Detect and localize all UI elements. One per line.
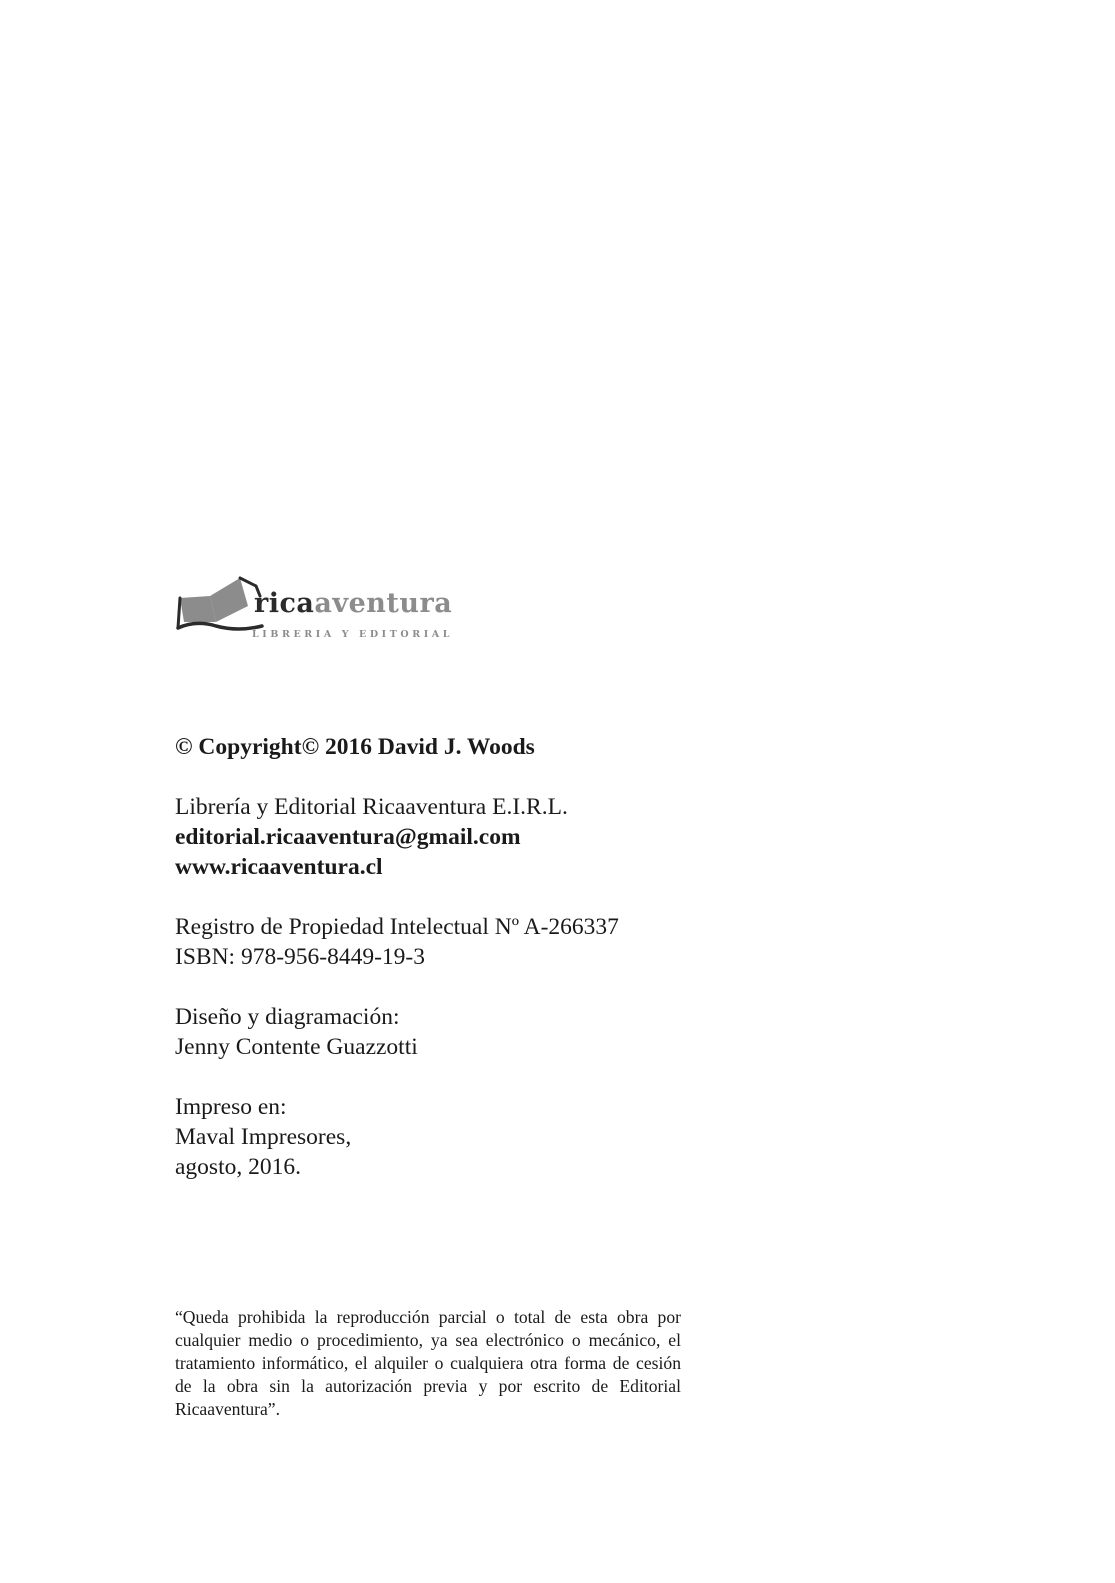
publisher-email[interactable]: editorial.ricaaventura@gmail.com bbox=[175, 824, 521, 850]
open-book-icon bbox=[176, 576, 266, 636]
publisher-logo bbox=[176, 576, 454, 648]
isbn-line: ISBN: 978-956-8449-19-3 bbox=[175, 944, 425, 970]
publisher-name: Librería y Editorial Ricaaventura E.I.R.L. bbox=[175, 794, 568, 820]
property-registry: Registro de Propiedad Intelectual Nº A-266337 bbox=[175, 914, 619, 940]
legal-notice: “Queda prohibida la reproducción parcial o total de esta obra por cualquier medio o procedimiento, ya sea electrónico o mecánico, el tratamiento informático, el alquiler o cualquiera otra forma de cesión de la obra sin la autorización previa y por escrito de Editorial Ricaaventura”. bbox=[175, 1307, 681, 1419]
logo-word-dark: rica bbox=[254, 588, 315, 619]
design-label: Diseño y diagramación: bbox=[175, 1004, 400, 1030]
logo-word-light: aventura bbox=[314, 588, 453, 619]
printer-name: Maval Impresores, bbox=[175, 1124, 352, 1150]
logo-tagline: LIBRERIA Y EDITORIAL bbox=[252, 629, 454, 640]
logo-wordmark bbox=[254, 588, 452, 619]
design-credit: Jenny Contente Guazzotti bbox=[175, 1034, 418, 1060]
imprint-block bbox=[175, 732, 775, 1182]
printing-label: Impreso en: bbox=[175, 1094, 287, 1120]
printing-date: agosto, 2016. bbox=[175, 1154, 301, 1180]
publisher-website[interactable]: www.ricaaventura.cl bbox=[175, 854, 383, 880]
copyright-line: © Copyright© 2016 David J. Woods bbox=[175, 734, 535, 760]
